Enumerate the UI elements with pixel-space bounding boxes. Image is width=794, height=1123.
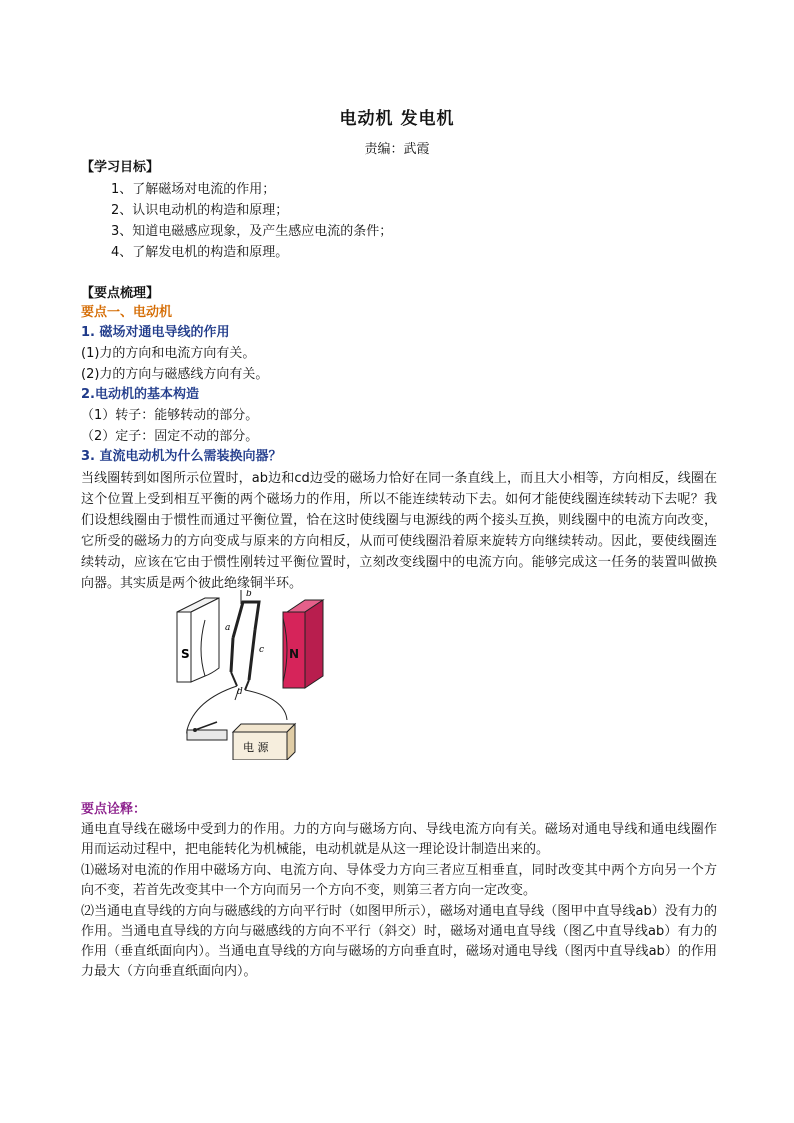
notes-paragraph-3: ⑵当通电直导线的方向与磁感线的方向平行时（如图甲所示），磁场对通电直导线（图甲中直导线ab）没有力的作用。当通电直导线的方向与磁感线的方向不平行（斜交）时，磁场对通电直导线（图乙中直导线ab）有力的作用（垂直纸面向内）。当通电直导线的方向与磁场的方向垂直时，磁场对通电导线（图丙中直导线ab）的作用力最大（方向垂直纸面向内）。 (81, 904, 717, 979)
notes-paragraph-2: ⑴磁场对电流的作用中磁场方向、电流方向、导体受力方向三者应互相垂直，同时改变其中两个方向另一个方向不变，若首先改变其中一个方向而另一个方向不变，则第三者方向一定改变。 (81, 863, 717, 898)
magnet-n (283, 600, 323, 688)
objective-item: 4、了解发电机的构造和原理。 (111, 245, 289, 260)
notes-paragraph-1: 通电直导线在磁场中受到力的作用。力的方向与磁场方向、导线电流方向有关。磁场对通电导线和通电线圈作用而运动过程中，把电能转化为机械能，电动机就是从这一理论设计制造出来的。 (81, 822, 717, 857)
label-a: a (225, 623, 231, 633)
label-s: S (181, 647, 190, 661)
objective-item: 3、知道电磁感应现象，及产生感应电流的条件； (111, 224, 393, 239)
text-line: （1）转子：能够转动的部分。 (81, 408, 259, 423)
section-heading-motor: 要点一、电动机 (81, 305, 173, 320)
objectives-heading: 【学习目标】 (81, 160, 160, 175)
switch (187, 722, 227, 740)
objective-item: 1、了解磁场对电流的作用； (111, 182, 276, 197)
notes-heading: 要点诠释： (81, 802, 147, 817)
text-line: (2)力的方向与磁感线方向有关。 (81, 367, 269, 382)
keypoints-heading: 【要点梳理】 (81, 286, 160, 301)
subsection-title: 1. 磁场对通电导线的作用 (81, 325, 230, 340)
subsection-title: 3. 直流电动机为什么需装换向器？ (81, 449, 282, 464)
label-power: 电 源 (243, 741, 269, 754)
subsection-title: 2.电动机的基本构造 (81, 387, 199, 402)
text-line: （2）定子：固定不动的部分。 (81, 429, 259, 444)
label-b: b (246, 590, 252, 599)
coil (225, 590, 264, 700)
text-line: (1)力的方向和电流方向有关。 (81, 346, 256, 361)
power-supply (233, 724, 295, 760)
page-title: 电动机 发电机 (339, 109, 455, 129)
label-c: c (259, 645, 265, 655)
label-d: d (237, 687, 243, 697)
commutator-paragraph: 当线圈转到如图所示位置时，ab边和cd边受的磁场力恰好在同一条直线上，而且大小相等，方向相反，线圈在这个位置上受到相互平衡的两个磁场力的作用，所以不能连续转动下去。如何才能使线圈连续转动下去呢？我们设想线圈由于惯性而通过平衡位置，恰在这时使线圈与电源线的两个接头互换，则线圈中的电流方向改变，它所受的磁场力的方向变成与原来的方向相反，从而可使线圈沿着原来旋转方向继续转动。因此，要使线圈连续转动，应该在它由于惯性刚转过平衡位置时，立刻改变线圈中的电流方向。能够完成这一任务的装置叫做换向器。其实质是两个彼此绝缘铜半环。 (81, 471, 717, 591)
label-n: N (289, 647, 300, 661)
magnet-s (177, 598, 219, 682)
motor-diagram (175, 590, 335, 760)
objective-item: 2、认识电动机的构造和原理； (111, 203, 289, 218)
editor-credit: 责编：武霞 (364, 142, 430, 157)
